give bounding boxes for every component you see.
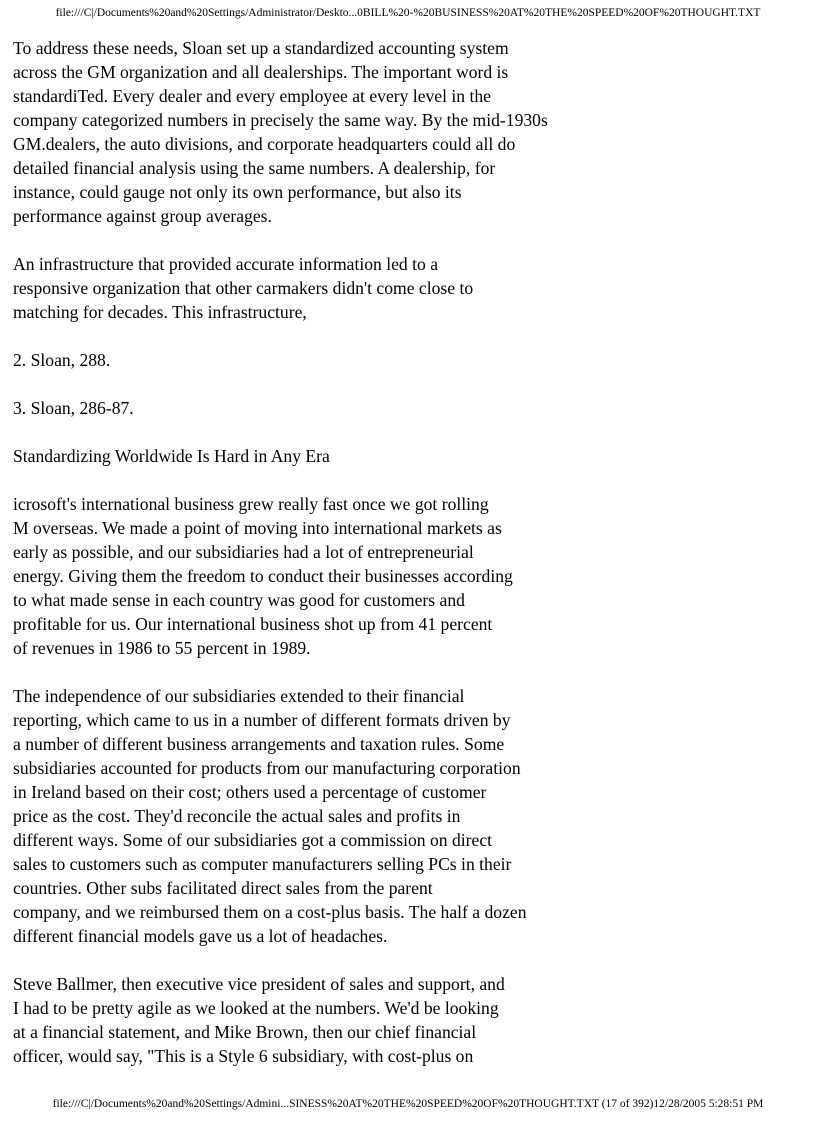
text-line: at a financial statement, and Mike Brown, then our chief financial	[13, 1022, 477, 1042]
text-line: matching for decades. This infrastructure,	[13, 302, 307, 322]
text-line: To address these needs, Sloan set up a standardized accounting system	[13, 38, 509, 58]
text-line: in Ireland based on their cost; others used a percentage of customer	[13, 782, 487, 802]
text-line: sales to customers such as computer manufacturers selling PCs in their	[13, 854, 512, 874]
text-line: instance, could gauge not only its own performance, but also its	[13, 182, 462, 202]
paragraph	[13, 684, 803, 948]
text-line: across the GM organization and all dealerships. The important word is	[13, 62, 509, 82]
document-body	[13, 36, 803, 1092]
text-line: reporting, which came to us in a number of different formats driven by	[13, 710, 511, 730]
text-line: officer, would say, "This is a Style 6 subsidiary, with cost-plus on	[13, 1046, 474, 1066]
text-line: company, and we reimbursed them on a cost-plus basis. The half a dozen	[13, 902, 527, 922]
text-line: M overseas. We made a point of moving into international markets as	[13, 518, 502, 538]
paragraph	[13, 252, 803, 324]
text-line: Steve Ballmer, then executive vice president of sales and support, and	[13, 974, 505, 994]
text-line: I had to be pretty agile as we looked at the numbers. We'd be looking	[13, 998, 499, 1018]
text-line: to what made sense in each country was good for customers and	[13, 590, 465, 610]
footnote	[13, 396, 803, 420]
text-line: The independence of our subsidiaries extended to their financial	[13, 686, 465, 706]
text-line: price as the cost. They'd reconcile the actual sales and profits in	[13, 806, 461, 826]
paragraph	[13, 36, 803, 228]
text-line: 2. Sloan, 288.	[13, 350, 111, 370]
text-line: a number of different business arrangements and taxation rules. Some	[13, 734, 505, 754]
paragraph	[13, 492, 803, 660]
text-line: GM.dealers, the auto divisions, and corporate headquarters could all do	[13, 134, 516, 154]
footer-file-path: file:///C|/Documents%20and%20Settings/Admini...SINESS%20AT%20THE%20SPEED%20OF%20THOUGHT.TXT (17 of 392)12/28/2005 5:28:51 PM	[52, 1098, 764, 1110]
text-line: An infrastructure that provided accurate information led to a	[13, 254, 439, 274]
section-heading	[13, 444, 803, 468]
text-line: standardiTed. Every dealer and every employee at every level in the	[13, 86, 491, 106]
footnote	[13, 348, 803, 372]
text-line: early as possible, and our subsidiaries had a lot of entrepreneurial	[13, 542, 474, 562]
text-line: company categorized numbers in precisely the same way. By the mid-1930s	[13, 110, 548, 130]
text-line: profitable for us. Our international business shot up from 41 percent	[13, 614, 493, 634]
text-line: countries. Other subs facilitated direct sales from the parent	[13, 878, 433, 898]
text-line: responsive organization that other carmakers didn't come close to	[13, 278, 474, 298]
text-line: of revenues in 1986 to 55 percent in 1989.	[13, 638, 311, 658]
text-line: performance against group averages.	[13, 206, 272, 226]
paragraph	[13, 972, 803, 1068]
text-line: Standardizing Worldwide Is Hard in Any Era	[13, 446, 330, 466]
text-line: 3. Sloan, 286-87.	[13, 398, 134, 418]
text-line: energy. Giving them the freedom to conduct their businesses according	[13, 566, 513, 586]
header-file-path: file:///C|/Documents%20and%20Settings/Administrator/Deskto...0BILL%20-%20BUSINESS%20AT%20THE%20SPEED%20OF%20THOUGHT.TXT	[55, 7, 761, 19]
text-line: detailed financial analysis using the same numbers. A dealership, for	[13, 158, 496, 178]
text-line: different financial models gave us a lot of headaches.	[13, 926, 388, 946]
text-line: different ways. Some of our subsidiaries got a commission on direct	[13, 830, 493, 850]
text-line: subsidiaries accounted for products from our manufacturing corporation	[13, 758, 521, 778]
text-line: icrosoft's international business grew really fast once we got rolling	[13, 494, 489, 514]
